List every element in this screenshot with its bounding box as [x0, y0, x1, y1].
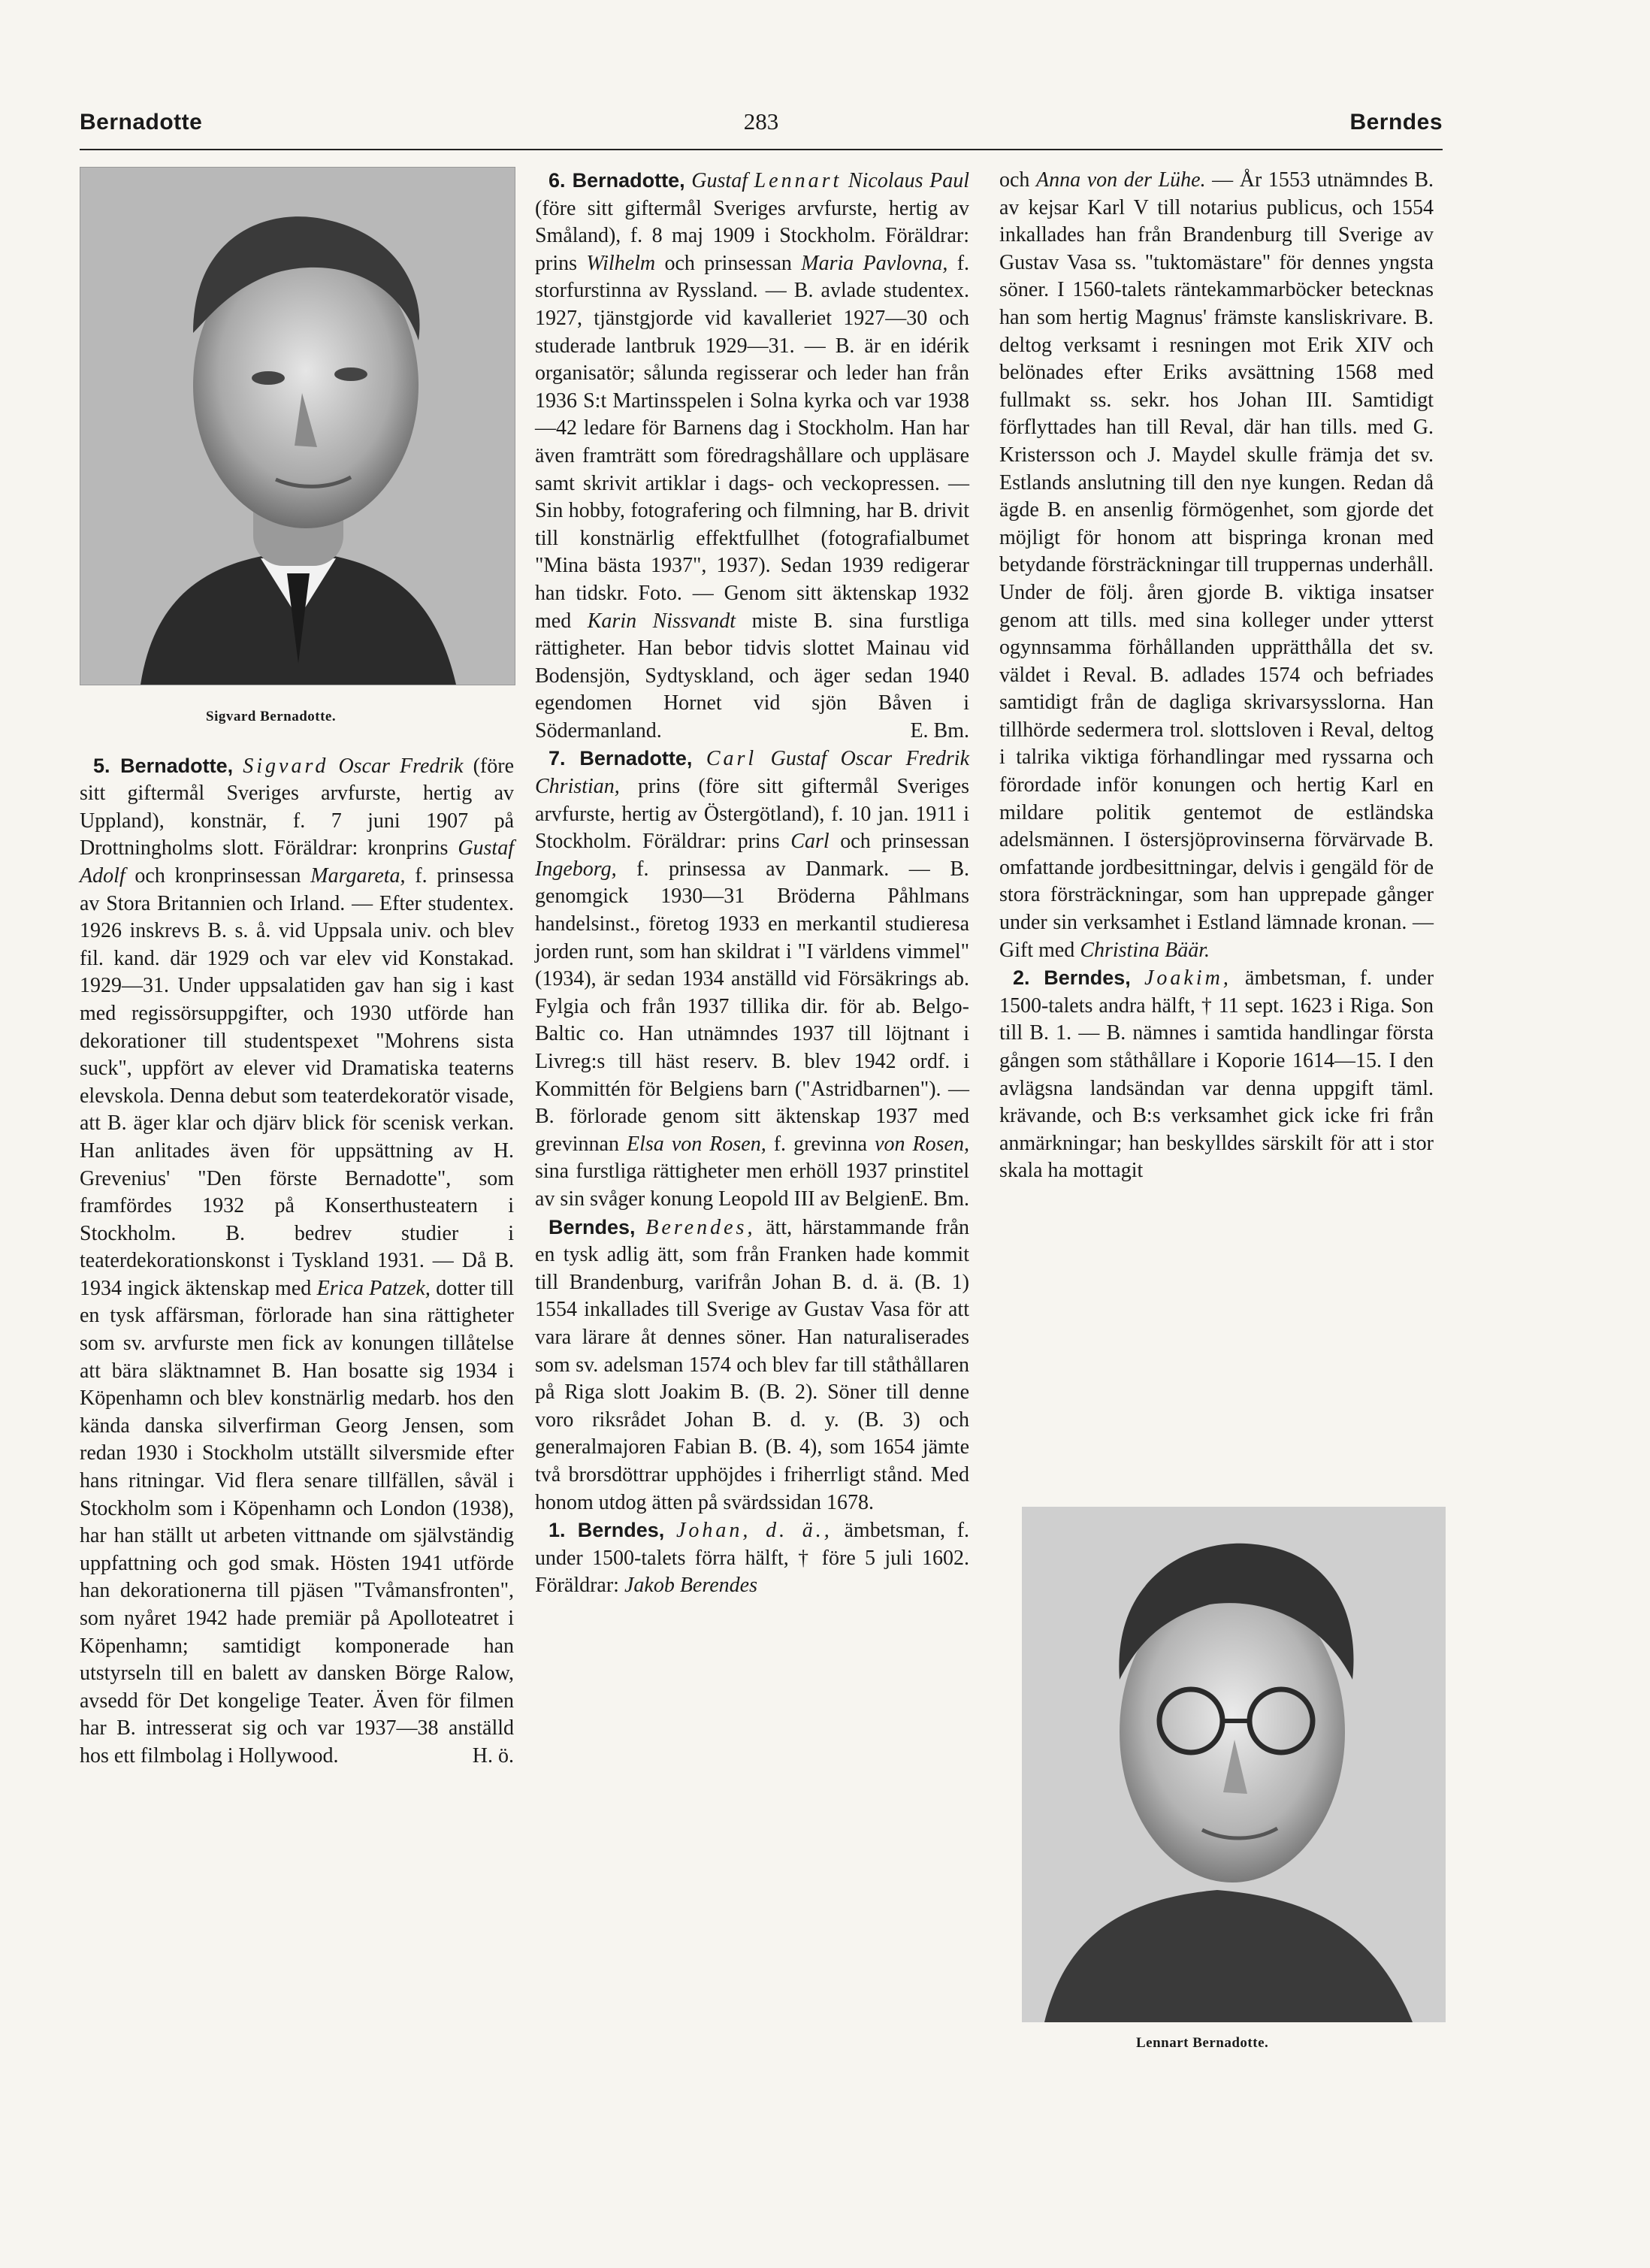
entry-6-signature: E. Bm.	[910, 718, 969, 742]
portrait-sigvard-bernadotte	[80, 167, 515, 685]
entry-7-carl-bernadotte: 7. Bernadotte, Carl Gustaf Oscar Fredrik Christian, prins (före sitt giftermål Sveriges arvfurste, hertig av Östergötland), f. 10 jan. 1911 i Stockholm. Föräldrar: prins Carl och prinsessan Ingeborg, f. prinsessa av Danmark. — B. genomgick 1930—31 Bröderna Påhlmans handelsinst., företog 1933 en merkantil studieresa jorden runt, som han skildrat i "I världens vimmel" (1934), är sedan 1934 anställd vid Försäkrings ab. Fylgia och från 1937 tillika dir. för ab. Belgo-Baltic co. Han utnämndes 1937 till löjtnant i Livreg:s till häst reserv. B. blev 1942 ordf. i Kommittén för Belgiens barn ("Astridbarnen"). — B. förlorade genom sitt äktenskap 1937 med grevinnan Elsa von Rosen, f. grevinna von Rosen, sina furstliga rättigheter men erhöll 1937 prinstitel av sin svåger konung Leopold III av Belgien.	[535, 747, 970, 1211]
column-3	[999, 167, 1434, 1185]
entry-1-johan-berndes: 1. Berndes, Johan, d. ä., ämbetsman, f. under 1500-talets förra hälft, † före 5 juli 1602. Föräldrar: Jakob Berendes	[535, 1519, 970, 1598]
portrait-illustration	[1022, 1507, 1446, 2022]
page-number: 283	[743, 108, 779, 135]
header-left-keyword: Bernadotte	[80, 110, 203, 135]
running-header	[80, 96, 1443, 150]
portrait-illustration	[80, 168, 515, 685]
entry-6-lennart-bernadotte: 6. Bernadotte, Gustaf Lennart Nicolaus Paul (före sitt giftermål Sveriges arvfurste, hertig av Småland), f. 8 maj 1909 i Stockholm. Föräldrar: prins Wilhelm och prinsessan Maria Pavlovna, f. storfurstinna av Ryssland. — B. avlade studentex. 1927, tjänstgjorde vid kavalleriet 1927—30 och studerade lantbruk 1929—31. — B. är en idérik organisatör; sålunda regisserar och leder han från 1936 S:t Martinsspelen i Solna kyrka och var 1938—42 ledare för Barnens dag i Stockholm. Han har även framträtt som föredragshållare och uppläsare samt skrivit artiklar i dags- och veckopressen. — Sin hobby, fotografering och filmning, har B. drivit till konstnärlig effektfullhet (fotografialbumet "Mina bästa 1937", 1937). Sedan 1939 redigerar han tidskr. Foto. — Genom sitt äktenskap 1932 med Karin Nissvandt miste B. sina furstliga rättigheter. Han bebor tidvis slottet Mainau vid Bodensjön, Sydtyskland, och äger sedan 1940 egendomen Hornet vid sjön Båven i Södermanland.	[535, 169, 970, 742]
portrait-lennart-bernadotte	[1022, 1507, 1446, 2022]
photo-caption-sigvard: Sigvard Bernadotte.	[206, 709, 337, 724]
entry-1-johan-berndes-continued: och Anna von der Lühe. — År 1553 utnämndes B. av kejsar Karl V till notarius publicus, och 1554 inkallades han från Brandenburg till Sverige av Gustav Vasa ss. "tuktomästare" för dennes yngsta söner. I 1560-talets räntekammarböcker betecknas han som hertig Magnus' främste kansliskrivare. B. deltog verksamt i resningen mot Erik XIV och belönades efter Eriks avsättning 1568 med fullmakt ss. sekr. hos Johan III. Samtidigt förflyttades han till Reval, där han tills. med G. Kristersson och J. Maydel skulle främja det sv. Estlands anslutning till den nye kungen. Redan då ägde B. en ansenlig förmögenhet, som gjorde det möjligt för honom att bispringa kronan med betydande försträckningar till truppernas underhåll. Under de följ. åren gjorde B. viktiga insatser genom att tills. med sina kolleger under ytterst ogynnsamma förhållanden upprätthålla det sv. väldet i Reval. B. adlades 1574 och befriades samtidigt från de dagliga skrivarsysslorna. Han tillhörde sedermera trol. slottsloven i Reval, deltog i talrika viktiga förhandlingar med ryssarna och förordade inför konungen och hertig Karl en mildare politik gentemot de estländska adelsmännen. I östersjöprovinserna förvärvade B. omfattande jordbesittningar, delvis i gengäld för de stora försträckningar, som han upprepade gånger under sin verksamhet i Estland lämnade kronan. — Gift med Christina Bäär.	[999, 168, 1434, 962]
entry-5-signature: H. ö.	[472, 1743, 514, 1768]
column-2	[535, 167, 969, 1600]
entry-berndes-family: Berndes, Berendes, ätt, härstammande från en tysk adlig ätt, som från Franken hade kommit till Brandenburg, varifrån Johan B. d. ä. (B. 1) 1554 inkallades till Sverige av Gustav Vasa för att vara lärare åt dennes söner. Han naturaliserades som sv. adelsman 1574 och blev far till ståthållaren på Riga slott Joakim B. (B. 2). Söner till denne voro riksrådet Johan B. d. y. (B. 3) och generalmajoren Fabian B. (B. 4), som 1654 jämte två brorsdöttrar upphöjdes i friherrligt stånd. Med honom utdog ätten på svärdssidan 1678.	[535, 1215, 969, 1514]
entry-2-joakim-berndes: 2. Berndes, Joakim, ämbetsman, f. under 1500-talets andra hälft, † 11 sept. 1623 i Riga. Son till B. 1. — B. nämnes i samtida handlingar första gången som ståthållare i Koporie 1614—15. I den avlägsna landsändan var denna uppgift täml. krävande, och B:s verksamhet gick icke fri från anmärkningar; han beskylldes särskilt för att i stor skala ha mottagit	[999, 966, 1434, 1183]
column-1	[80, 167, 514, 1771]
photo-caption-lennart: Lennart Bernadotte.	[1136, 2035, 1269, 2051]
entry-7-signature: E. Bm.	[910, 1187, 969, 1211]
header-right-keyword: Berndes	[1349, 110, 1443, 135]
entry-5-sigvard-bernadotte: 5. Bernadotte, Sigvard Oscar Fredrik (före sitt giftermål Sveriges arvfurste, hertig av Uppland), konstnär, f. 7 juni 1907 på Drottningholms slott. Föräldrar: kronprins Gustaf Adolf och kronprinsessan Margareta, f. prinsessa av Stora Britannien och Irland. — Efter studentex. 1926 inskrevs B. s. å. vid Uppsala univ. och blev fil. kand. där 1929 och var elev vid Konstakad. 1929—31. Under uppsalatiden gav han sig i kast med regissörsuppgifter, och 1930 utförde han dekorationer till studentspexet "Mohrens sista suck", uppfört av elever vid Dramatiska teaterns elevskola. Denna debut som teaterdekoratör visade, att B. äger klar och djärv blick för scenisk verkan. Han anlitades även för uppsättning av H. Grevenius' "Den förste Bernadotte", som framfördes 1932 på Konserthusteatern i Stockholm. B. bedrev studier i teaterdekorationskonst i Tyskland 1931. — Då B. 1934 ingick äktenskap med Erica Patzek, dotter till en tysk affärsman, förlorade han sina rättigheter som sv. arvfurste men fick av konungen tillåtelse att bära släktnamnet B. Han bosatte sig 1934 i Köpenhamn och blev konstnärlig medarb. hos den kända danska silverfirman Georg Jensen, som redan 1930 i Stockholm utställt silversmide efter hans ritningar. Vid flera senare tillfällen, såväl i Stockholm som i Köpenhamn och London (1938), har han ställt ut arbeten vittnande om självständig uppfattning och god smak. Hösten 1941 utförde han dekorationerna till pjäsen "Tvåmansfronten", som nyåret 1942 hade premiär på Apolloteatret i Köpenhamn; samtidigt komponerade han utstyrseln till en balett av dansken Börge Ralow, avsedd för Det kongelige Teater. Även för filmen har B. intresserat sig och var 1937—38 anställd hos ett filmbolag i Hollywood.	[80, 754, 515, 1768]
